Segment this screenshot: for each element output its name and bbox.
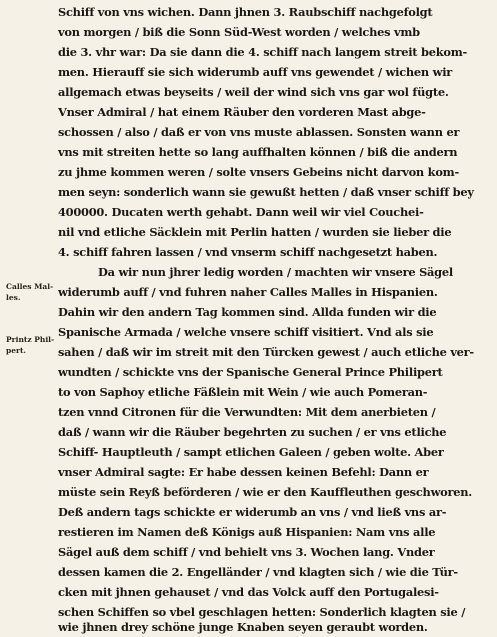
text-line: schen Schiffen so vbel geschlagen hetten: Sonderlich klagten sie / (58, 605, 466, 619)
text-line: men seyn: sonderlich wann sie gewußt hetten / daß vnser schiff bey (58, 185, 474, 199)
text-line: Dahin wir den andern Tag kommen sind. Allda funden wir die (58, 305, 437, 319)
text-line: Deß andern tags schickte er widerumb an vns / vnd ließ vns ar- (58, 505, 447, 519)
text-line: 400000. Ducaten werth gehabt. Dann weil wir viel Couchei- (58, 205, 424, 219)
text-line: widerumb auff / vnd fuhren naher Calles Malles in Hispanien. (58, 285, 438, 299)
text-line: vns mit streiten hette so lang auffhalten können / biß die andern (58, 145, 458, 159)
text-line: die 3. vhr war: Da sie dann die 4. schiff nach langem streit bekom- (58, 45, 467, 59)
text-line: zu jhme kommen weren / solte vnsers Gebeins nicht darvon kom- (58, 165, 459, 179)
text-line: cken mit jhnen gehauset / vnd das Volck auff den Portugalesi- (58, 585, 439, 599)
text-line: wie jhnen drey schöne junge Knaben seyen geraubt worden. (58, 620, 428, 634)
text-line: restieren im Namen deß Königs auß Hispanien: Nam vns alle (58, 525, 436, 539)
text-line: 4. schiff fahren lassen / vnd vnserm schiff nachgesetzt haben. (58, 245, 438, 259)
text-line: sahen / daß wir im streit mit den Türcken gewest / auch etliche ver- (58, 345, 474, 359)
text-line: Vnser Admiral / hat einem Räuber den vorderen Mast abge- (58, 105, 426, 119)
text-line: vnser Admiral sagte: Er habe dessen keinen Befehl: Dann er (58, 465, 429, 479)
text-line-paragraph-start: Da wir nun jhrer ledig worden / machten wir vnsere Sägel (98, 265, 453, 279)
text-line: tzen vnnd Citronen für die Verwundten: Mit dem anerbieten / (58, 405, 436, 419)
text-line: dessen kamen die 2. Engelländer / vnd klagten sich / wie die Tür- (58, 565, 458, 579)
text-line: wundten / schickte vns der Spanische General Prince Philipert (58, 365, 443, 379)
text-line: Sägel auß dem schiff / vnd behielt vns 3. Wochen lang. Vnder (58, 545, 435, 559)
text-line: Spanische Armada / welche vnsere schiff visitiert. Vnd als sie (58, 325, 434, 339)
margin-note-calles-malles: Calles Mal- les. (6, 282, 54, 302)
text-line: müste sein Reyß beförderen / wie er den Kauffleuthen geschworen. (58, 485, 472, 499)
text-line: daß / wann wir die Räuber begehrten zu suchen / er vns etliche (58, 425, 447, 439)
text-line: to von Saphoy etliche Fäßlein mit Wein / wie auch Pomeran- (58, 385, 428, 399)
text-line: men. Hierauff sie sich widerumb auff vns gewendet / wichen wir (58, 65, 453, 79)
text-line: nil vnd etliche Säcklein mit Perlin hatten / wurden sie lieber die (58, 225, 452, 239)
text-line: Schiff- Hauptleuth / sampt etlichen Galeen / geben wolte. Aber (58, 445, 444, 459)
text-line: schossen / also / daß er von vns muste ablassen. Sonsten wann er (58, 125, 460, 139)
text-line: allgemach etwas beyseits / weil der wind sich vns gar wol fügte. (58, 85, 449, 99)
text-line: von morgen / biß die Sonn Süd-West worden / welches vmb (58, 25, 420, 39)
text-line: Schiff von vns wichen. Dann jhnen 3. Raubschiff nachgefolgt (58, 5, 433, 19)
margin-note-printz-philpert: Printz Phil- pert. (6, 335, 55, 355)
